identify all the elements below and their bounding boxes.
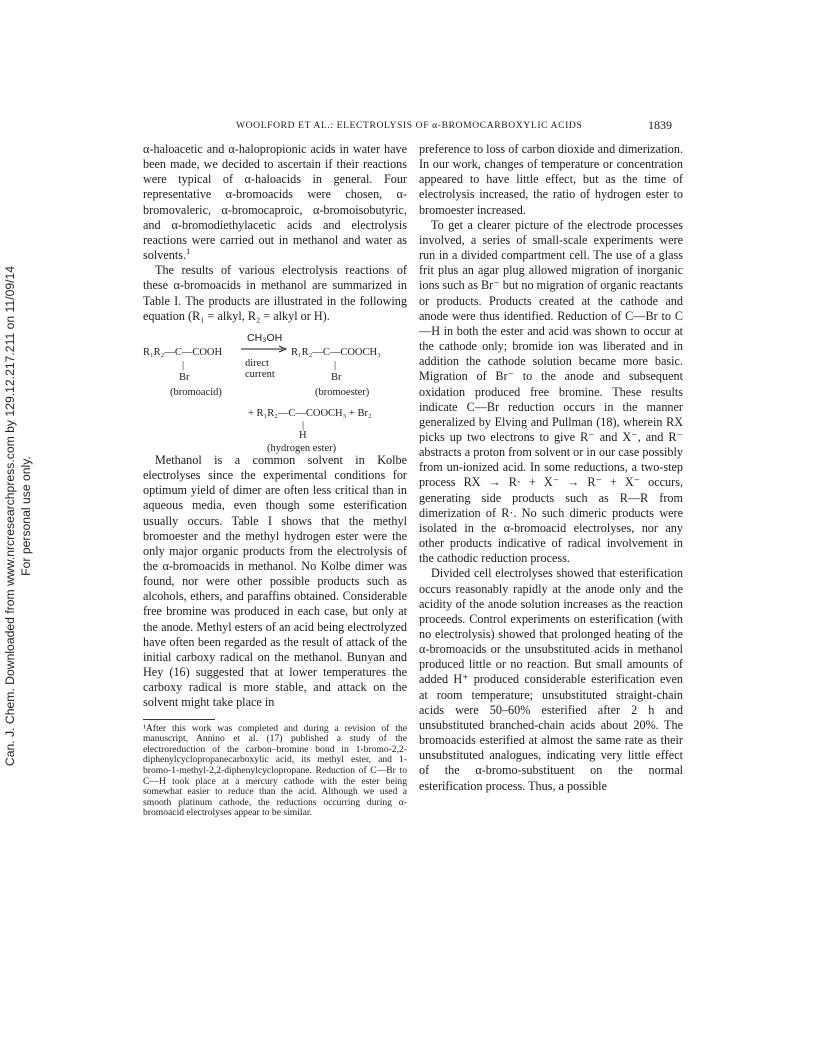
paragraph: The results of various electrolysis reactions of these α-bromoacids in methanol are summarized in Table I. The products are illustrated in the following equation (R₁ = alkyl, R₂ = alkyl or H).: [143, 263, 407, 323]
substituent: H: [299, 429, 307, 441]
running-header: WOOLFORD ET AL.: ELECTROLYSIS OF α-BROMOCARBOXYLIC ACIDS: [236, 120, 583, 131]
reaction-equation: [143, 327, 407, 454]
paragraph: preference to loss of carbon dioxide and dimerization. In our work, changes of temperature or concentration appeared to have little effect, but as the time of electrolysis increased, the ratio of hydrogen ester to bromoester increased.: [419, 142, 683, 217]
condition: direct: [245, 357, 269, 369]
label-hydrogen-ester: (hydrogen ester): [267, 442, 337, 454]
page-number: 1839: [648, 118, 672, 132]
bond-line: |: [302, 419, 305, 431]
product-bromoester: R₁R₂—C—COOCH₃: [291, 346, 381, 358]
paragraph: Methanol is a common solvent in Kolbe electrolyses since the experimental conditions for optimum yield of dimer are often less critical than in aqueous media, even though some esterification usually occurs. Table I shows that the methyl bromoester and the methyl hydrogen ester were the only major organic products from the electrolysis of the α-bromoacids in methanol. No Kolbe dimer was found, nor were other possible products such as alcohols, ethers, and paraffins obtained. Considerable free bromine was produced in each case, but only at the anode. Methyl esters of an acid being electrolyzed have often been regarded as the result of attack of the initial carboxy radical on the methanol. Bunyan and Hey (16) suggested that at lower temperatures the carboxy radical is more stable, and attack on the solvent might take place in: [143, 452, 407, 710]
paragraph: To get a clearer picture of the electrode processes involved, a series of small-scale experiments were run in a divided compartment cell. The use of a glass frit plus an agar plug allowed migration of inorganic ions such as Br⁻ but no migration of organic reactants or products. Products created at the cathode and anode were thus identified. Reduction of C—Br to C—H in both the ester and acid was shown to occur at the cathode only; bromide ion was liberated and in addition the cathode solution became more basic. Migration of Br⁻ to the anode and subsequent oxidation produced free bromine. These results indicate C—Br reduction occurs in the manner generalized by Elving and Pullman (18), wherein RX picks up two electrons to give R⁻ and X⁻, and R⁻ abstracts a proton from solvent or in our case possibly from un-ionized acid. In some reductions, a two-step process RX → R· + X⁻ → R⁻ + X⁻ occurs, generating side products such as R—R from dimerization of R·. No such dimeric products were isolated in the α-bromoacid electrolyses, nor any other products indicative of radical involvement in the cathodic reduction process.: [419, 217, 683, 566]
download-notice-line: Can. J. Chem. Downloaded from www.nrcresearchpress.com by 129.12.217.211 on 11/09/14: [3, 265, 17, 767]
substituent: Br: [331, 371, 342, 383]
reagent: CH₃OH: [247, 331, 283, 344]
substituent: Br: [179, 371, 190, 383]
condition: current: [245, 368, 275, 380]
bond-line: |: [334, 359, 337, 371]
paragraph: α-haloacetic and α-halopropionic acids in water have been made, we decided to ascertain if their reactions were typical of α-haloacids in general. Four representative α-bromoacids were chosen, α-bromovaleric, α-bromocaproic, α-bromoisobutyric, and α-bromodiethylacetic acids and electrolysis reactions were carried out in methanol and water as solvents.$^1$: [143, 142, 407, 263]
personal-use-notice: For personal use only.: [19, 456, 33, 576]
right-column: [419, 142, 683, 794]
left-column: [143, 142, 407, 819]
product-hydrogen-ester: + R₁R₂—C—COOCH₃ + Br₂: [248, 407, 372, 419]
footnote-divider: [143, 719, 215, 720]
download-notice: [2, 236, 38, 796]
reaction-arrow: [241, 345, 287, 353]
label-bromoester: (bromoester): [315, 386, 370, 398]
footnote-marker: 1: [186, 246, 191, 257]
paragraph: Divided cell electrolyses showed that esterification occurs reasonably rapidly at the anode only and the acidity of the anode solution increases as the reaction proceeds. Control experiments on esterification (with no electrolysis) showed that prolonged heating of the α-bromoacids or the unsubstituted acids in methanol produced little or no reaction. But small amounts of added H⁺ produced considerable esterification even at room temperature; unsubstituted straight-chain acids were 50–60% esterified after 2 h and unsubstituted branched-chain acids about 20%. The bromoacids esterified at almost the same rate as their unsubstituted analogues, indicating very little effect of the α-bromo-substituent on the normal esterification process. Thus, a possible: [419, 566, 683, 793]
label-bromoacid: (bromoacid): [170, 386, 222, 398]
footnote: ¹After this work was completed and during a revision of the manuscript, Annino et al. (17) published a study of the electroreduction of the carbon–bromine bond in 1-bromo-2,2-diphenylcyclopropanecarboxylic acid, its methyl ester, and 1-bromo-1-methyl-2,2-diphenylcyclopropane. Reduction of C—Br to C—H took place at a mercury cathode with the ester being somewhat easier to reduce than the acid. Although we used a smooth platinum cathode, the reductions occurring during α-bromoacid electrolyses appear to be similar.: [143, 722, 407, 819]
bond-line: |: [182, 359, 185, 371]
reactant: R₁R₂—C—COOH: [143, 346, 223, 358]
